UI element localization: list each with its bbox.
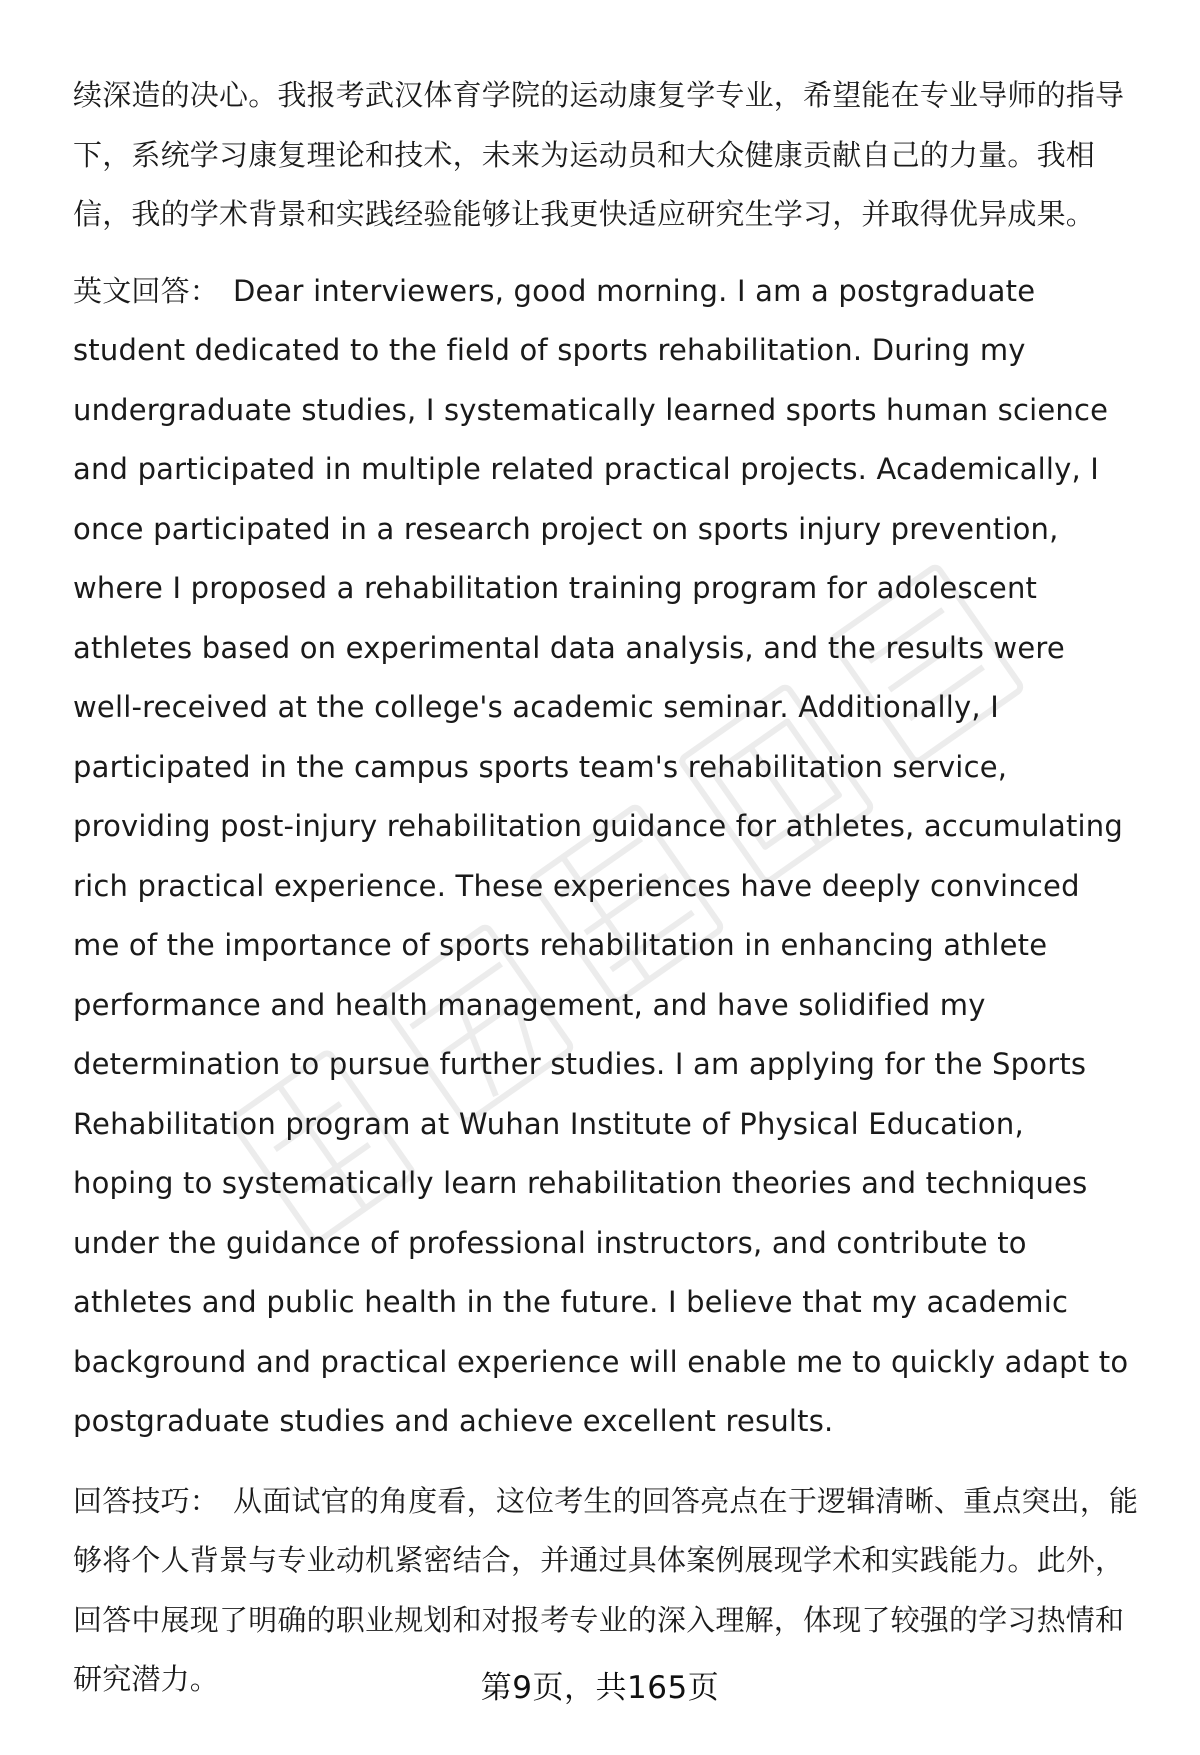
english-answer-label: 英文回答： xyxy=(73,273,220,308)
paragraph-chinese-answer-end: 续深造的决心。我报考武汉体育学院的运动康复学专业，希望能在专业导师的指导下，系统学习康复理论和技术，未来为运动员和大众健康贡献自己的力量。我相信，我的学术背景和实践经验能够让我更快适应研究生学习，并取得优异成果。 xyxy=(73,78,1125,231)
document-body xyxy=(73,66,1153,1710)
paragraph-spacer xyxy=(73,245,1153,262)
answer-tips-label: 回答技巧： xyxy=(73,1483,220,1518)
answer-tips-text: 从面试官的角度看，这位考生的回答亮点在于逻辑清晰、重点突出，能够将个人背景与专业动机紧密结合，并通过具体案例展现学术和实践能力。此外，回答中展现了明确的职业规划和对报考专业的深入理解，体现了较强的学习热情和研究潜力。 xyxy=(73,1483,1139,1696)
paragraph-spacer xyxy=(73,1452,1153,1472)
english-answer-text: Dear interviewers, good morning. I am a postgraduate student dedicated to the field of sports rehabilitation. During my undergraduate studies, I systematically learned sports human science and participated in multiple related practical projects. Academically, I once participated in a research project on sports injury prevention, where I proposed a rehabilitation training program for adolescent athletes based on experimental data analysis, and the results were well-received at the college's academic seminar. Additionally, I participated in the campus sports team's rehabilitation service, providing post-injury rehabilitation guidance for athletes, accumulating rich practical experience. These experiences have deeply convinced me of the importance of sports rehabilitation in enhancing athlete performance and health management, and have solidified my determination to pursue further studies. I am applying for the Sports Rehabilitation program at Wuhan Institute of Physical Education, hoping to systematically learn rehabilitation theories and techniques under the guidance of professional instructors, and contribute to athletes and public health in the future. I believe that my academic background and practical experience will enable me to quickly adapt to postgraduate studies and achieve excellent results. xyxy=(73,273,1129,1438)
paragraph-english-answer xyxy=(73,262,1133,1452)
page-number-footer: 第9页，共165页 xyxy=(480,1670,720,1706)
